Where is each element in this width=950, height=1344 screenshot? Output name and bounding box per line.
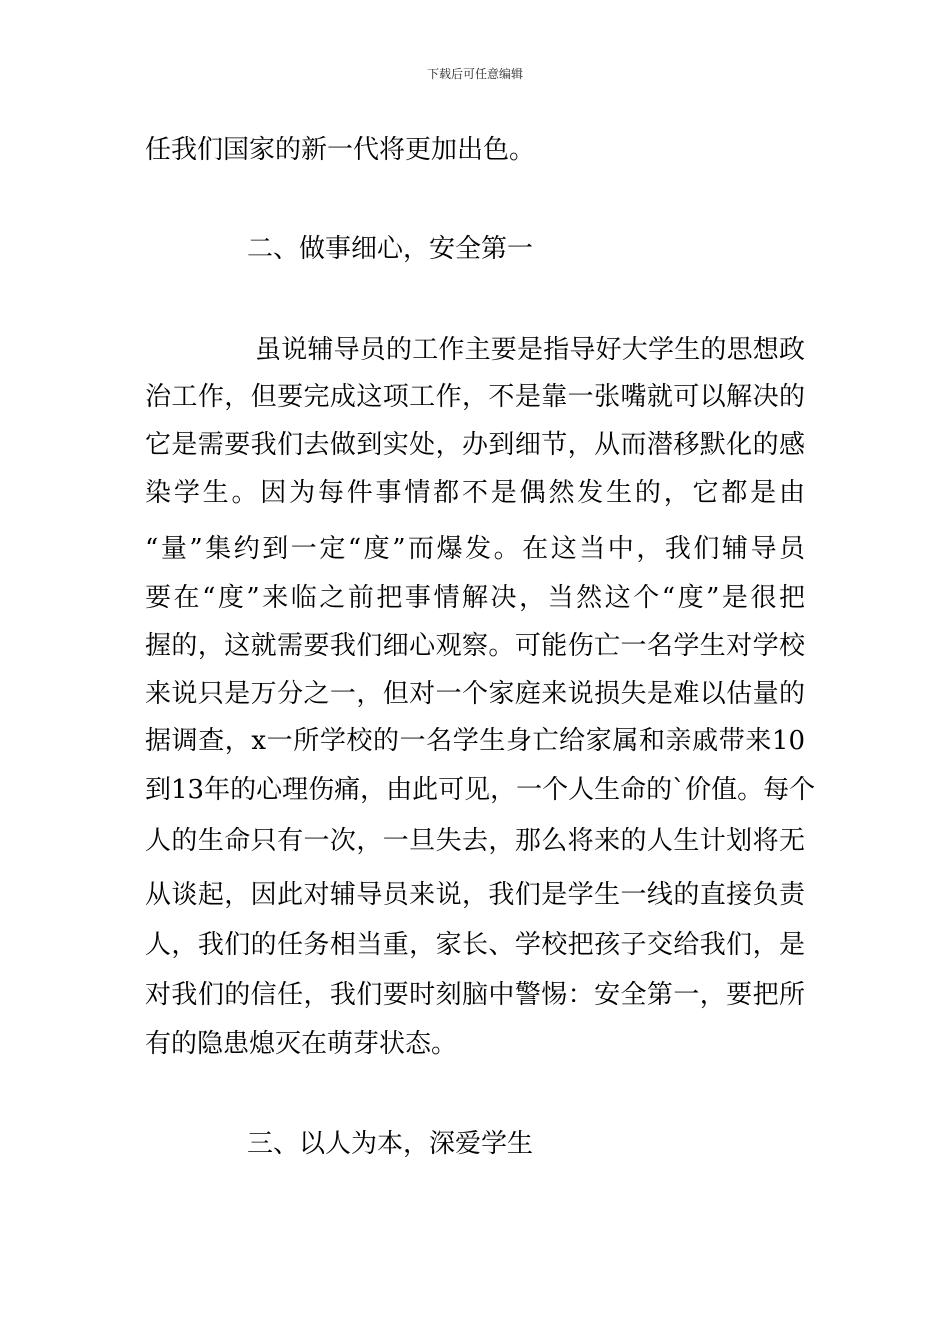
paragraph-line: 人，我们的任务相当重，家长、学校把孩子交给我们，是 bbox=[145, 930, 805, 960]
paragraph-line: 治工作，但要完成这项工作，不是靠一张嘴就可以解决的 bbox=[145, 382, 805, 412]
paragraph-line: 它是需要我们去做到实处，办到细节，从而潜移默化的感 bbox=[145, 430, 805, 460]
paragraph-line: 要在“度”来临之前把事情解决，当然这个“度”是很把 bbox=[145, 583, 805, 613]
paragraph-line: 到13年的心理伤痛，由此可见，一个人生命的`价值。每个 bbox=[145, 775, 816, 805]
paragraph-line: 染学生。因为每件事情都不是偶然发生的，它都是由 bbox=[145, 478, 805, 508]
paragraph-line: “量”集约到一定“度”而爆发。在这当中，我们辅导员 bbox=[145, 534, 805, 564]
paragraph-line: 来说只是万分之一，但对一个家庭来说损失是难以估量的 bbox=[145, 679, 805, 709]
paragraph-line: 握的，这就需要我们细心观察。可能伤亡一名学生对学校 bbox=[145, 631, 805, 661]
page-header: 下载后可任意编辑 bbox=[426, 67, 523, 81]
paragraph-line: 对我们的信任，我们要时刻脑中警惕：安全第一，要把所 bbox=[145, 980, 805, 1010]
paragraph-line: 人的生命只有一次，一旦失去，那么将来的人生计划将无 bbox=[145, 826, 805, 856]
paragraph-line: 据调查，x一所学校的一名学生身亡给家属和亲戚带来10 bbox=[145, 726, 805, 756]
paragraph-line: 虽说辅导员的工作主要是指导好大学生的思想政 bbox=[255, 335, 805, 365]
paragraph-line: 有的隐患熄灭在萌芽状态。 bbox=[145, 1029, 458, 1059]
intro-line: 任我们国家的新一代将更加出色。 bbox=[145, 135, 536, 165]
section-2-heading: 二、做事细心，安全第一 bbox=[247, 234, 534, 264]
section-3-heading: 三、以人为本，深爱学生 bbox=[247, 1129, 534, 1159]
paragraph-line: 从谈起，因此对辅导员来说，我们是学生一线的直接负责 bbox=[145, 880, 805, 910]
